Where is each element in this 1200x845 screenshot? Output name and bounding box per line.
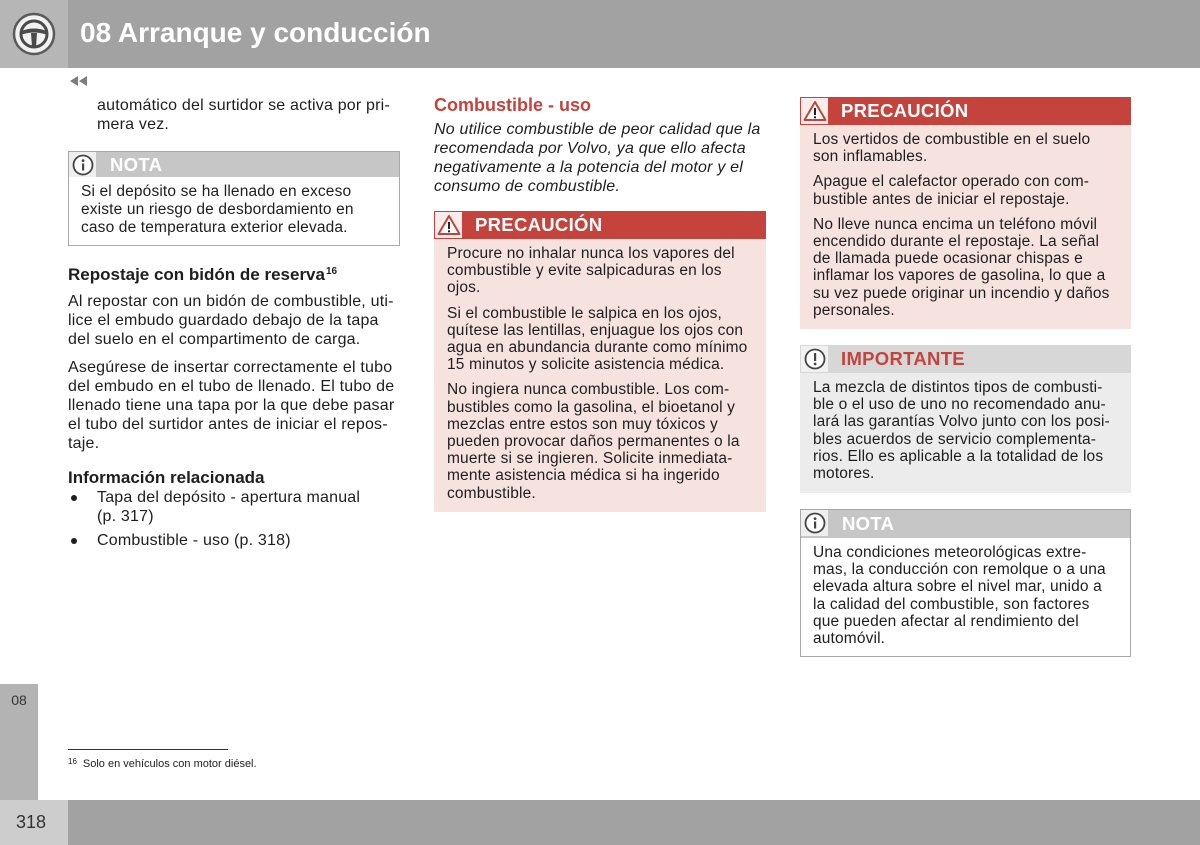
- important-text: La mezcla de distintos tipos de combusti- ble o el uso de uno no recomendado anu- lará las garantías Volvo junto con los posi- bles acuerdos de servicio complementa- rios. Ello es aplicable a la totalidad de los motores.: [813, 379, 1110, 483]
- warning-header: [800, 97, 1131, 125]
- note-text: Si el depósito se ha llenado en exceso existe un riesgo de desbordamiento en caso de temperatura exterior elevada.: [81, 183, 354, 236]
- footnote-number: 16: [68, 757, 77, 766]
- related-link-item[interactable]: [68, 488, 400, 526]
- info-icon: [801, 510, 828, 536]
- info-icon: [69, 152, 96, 177]
- chapter-icon-box: [0, 0, 68, 68]
- warning-triangle-icon: [435, 212, 462, 238]
- section-heading-fuel-use: Combustible - uso: [434, 95, 591, 115]
- warning-triangle-graphic: [437, 214, 461, 236]
- related-link-fuel-filler-flap[interactable]: Tapa del depósito - apertura manual (p. 317): [97, 489, 361, 525]
- chapter-tab: [0, 684, 38, 800]
- footnote-text: Solo en vehículos con motor diésel.: [82, 758, 257, 770]
- warning-label: PRECAUCIÓN: [841, 100, 969, 121]
- page-number: 318: [16, 812, 47, 832]
- warning-body: [800, 125, 1131, 319]
- important-box: [800, 345, 1131, 493]
- warning-triangle-icon: [801, 98, 828, 124]
- paragraph: Al repostar con un bidón de combustible, uti- lice el embudo guardado debajo de la tapa del suelo en el compartimento de carga.: [68, 293, 394, 348]
- related-link-item[interactable]: [68, 531, 400, 550]
- warning-triangle-graphic: [803, 100, 827, 122]
- warning-box: [800, 97, 1131, 329]
- info-icon-graphic: [804, 512, 826, 534]
- warning-text: No ingiera nunca combustible. Los com- bustibles como la gasolina, el bioetanol y mezclas entre estos son muy tóxicos y pueden provocar daños permanentes o la muerte si se ingieren. Solicite inmediata- mente asistencia médica si ha ingerido combustible.: [447, 381, 740, 502]
- warning-header: [434, 211, 766, 239]
- note-label: NOTA: [842, 513, 895, 534]
- chapter-tab-label: 08: [11, 692, 27, 708]
- warning-body: [434, 239, 766, 502]
- footnote: [68, 755, 257, 771]
- info-icon-graphic: [72, 154, 94, 176]
- continued-list-text: automático del surtidor se activa por pri- mera vez.: [97, 97, 390, 133]
- section-heading-text: Repostaje con bidón de reserva: [68, 265, 325, 284]
- note-body: [801, 538, 1130, 647]
- important-label: IMPORTANTE: [841, 348, 965, 369]
- chapter-header: [0, 0, 1200, 68]
- chapter-title: 08 Arranque y conducción: [80, 17, 431, 48]
- note-box: [68, 151, 400, 246]
- warning-text: Apague el calefactor operado con com- bustible antes de iniciar el repostaje.: [813, 173, 1090, 208]
- section-heading: [68, 265, 337, 284]
- important-icon-graphic: [804, 348, 826, 370]
- important-icon: [801, 346, 828, 372]
- note-text: Una condiciones meteorológicas extre- mas, la conducción con remolque o a una elevada altura sobre el nivel mar, unido a la calidad del combustible, son factores que pueden afectar al rendimiento del automóvil.: [813, 544, 1106, 648]
- important-header: [800, 345, 1131, 373]
- intro-paragraph: No utilice combustible de peor calidad que la recomendada por Volvo, ya que ello afecta negativamente a la potencia del motor y el consumo de combustible.: [434, 121, 761, 195]
- page-footer: [0, 800, 1200, 845]
- warning-text: Los vertidos de combustible en el suelo son inflamables.: [813, 131, 1091, 166]
- bullet: [71, 538, 77, 544]
- warning-label: PRECAUCIÓN: [475, 214, 603, 235]
- previous-page-icon: [70, 76, 88, 86]
- paragraph: Asegúrese de insertar correctamente el tubo del embudo en el tubo de llenado. El tubo de llenado tiene una tapa por la que debe pasar el tubo del surtidor antes de iniciar el repos- taje.: [68, 359, 395, 452]
- footnote-reference: 16: [325, 266, 338, 277]
- warning-box: [434, 211, 766, 512]
- steering-wheel-icon: [12, 12, 56, 56]
- note-box: [800, 509, 1131, 657]
- note-label: NOTA: [110, 154, 163, 175]
- related-info-heading: Información relacionada: [68, 468, 265, 487]
- note-header: [69, 152, 399, 177]
- related-link-fuel-use[interactable]: Combustible - uso (p. 318): [97, 532, 291, 549]
- page-number-box: [0, 800, 68, 845]
- bullet: [71, 495, 77, 501]
- warning-text: Procure no inhalar nunca los vapores del combustible y evite salpicaduras en los ojos.: [447, 245, 735, 297]
- important-body: [800, 373, 1131, 482]
- note-body: [69, 177, 399, 237]
- note-header: [801, 510, 1130, 538]
- footnote-divider: [68, 749, 228, 750]
- warning-text: Si el combustible le salpica en los ojos, quítese las lentillas, enjuague los ojos con agua en abundancia durante como mínimo 15 minutos y solicite asistencia médica.: [447, 304, 748, 374]
- warning-text: No lleve nunca encima un teléfono móvil encendido durante el repostaje. La señal de llamada puede ocasionar chispas e inflamar los vapores de gasolina, lo que a su vez puede originar un incendio y daños personales.: [813, 215, 1110, 319]
